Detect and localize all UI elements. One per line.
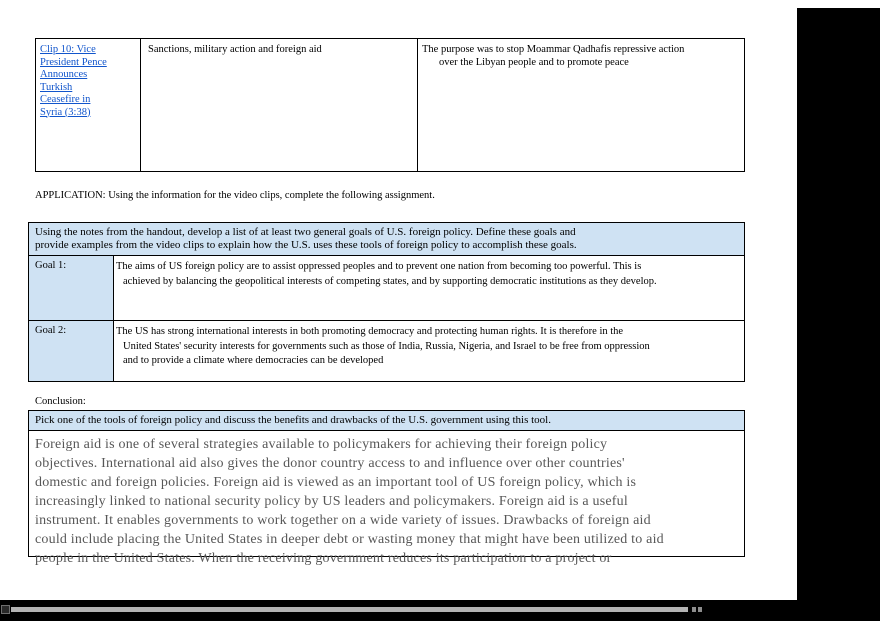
- purpose-line: The purpose was to stop Moammar Qadhafis repressive action: [422, 44, 685, 55]
- conclusion-answer-line: instrument. It enables governments to work together on a wide variety of issues. Drawbacks of foreign aid: [35, 513, 651, 528]
- goal1-answer-line: The aims of US foreign policy are to assist oppressed peoples and to prevent one nation from becoming too powerful. This is: [116, 261, 642, 272]
- goal2-answer-line: The US has strong international interests in both promoting democracy and protecting human rights. It is therefore in the: [116, 326, 624, 337]
- goals-header-line: Using the notes from the handout, develop a list of at least two general goals of U.S. foreign policy. Define these goals and: [35, 226, 576, 238]
- purpose-line: over the Libyan people and to promote peace: [439, 56, 629, 68]
- tools-text: Sanctions, military action and foreign aid: [148, 44, 322, 55]
- video-clip-link[interactable]: [40, 44, 136, 119]
- purpose-cell: [418, 39, 744, 171]
- conclusion-answer-line: Foreign aid is one of several strategies available to policymakers for achieving their foreign policy: [35, 437, 608, 452]
- video-clip-link-line[interactable]: President Pence: [40, 56, 107, 68]
- conclusion-answer-text: [35, 435, 738, 568]
- horizontal-scrollbar[interactable]: [11, 607, 688, 612]
- goal2-label-cell: [29, 321, 114, 381]
- goal2-answer-line: and to provide a climate where democracies can be developed: [123, 355, 384, 366]
- goal2-answer-line: United States' security interests for governments such as those of India, Russia, Nigeria, and Israel to be free from oppression: [123, 340, 650, 352]
- video-clip-cell: [36, 39, 141, 171]
- goals-table: [28, 222, 745, 382]
- goal1-row: [29, 256, 744, 321]
- video-clips-table: [35, 38, 745, 172]
- conclusion-answer-line: could include placing the United States in deeper debt or wasting money that might have been utilized to aid: [35, 532, 664, 547]
- goal2-answer-cell[interactable]: [114, 321, 744, 381]
- video-clip-link-line[interactable]: Announces: [40, 69, 88, 80]
- goal1-answer-line: achieved by balancing the geopolitical interests of competing states, and by supporting democratic institutions as they develop.: [123, 275, 657, 287]
- goals-table-header: [29, 223, 744, 256]
- video-clip-link-line[interactable]: Ceasefire in: [40, 94, 91, 105]
- scrollbar-mark: [692, 607, 696, 612]
- scrollbar-left-button[interactable]: [1, 605, 10, 614]
- goal1-label-cell: [29, 256, 114, 320]
- video-clip-link-line[interactable]: Syria (3:38): [40, 106, 91, 118]
- bottom-black-bar: [0, 600, 880, 621]
- conclusion-table: [28, 410, 745, 566]
- video-clip-link-line[interactable]: Turkish: [40, 81, 73, 93]
- conclusion-answer-line: increasingly linked to national security policy by US leaders and policymakers. Foreign aid is a useful: [35, 494, 628, 509]
- conclusion-label: Conclusion:: [35, 396, 86, 407]
- goals-header-line: provide examples from the video clips to explain how the U.S. uses these tools of foreign policy to accomplish these goals.: [35, 239, 577, 251]
- conclusion-answer-line: domestic and foreign policies. Foreign aid is viewed as an important tool of US foreign policy, which is: [35, 475, 637, 490]
- tools-cell: [141, 39, 418, 171]
- goal1-answer-cell[interactable]: [114, 256, 744, 320]
- conclusion-answer-line: objectives. International aid also gives the donor country access to and influence over other countries': [35, 456, 625, 471]
- conclusion-prompt: Pick one of the tools of foreign policy and discuss the benefits and drawbacks of the U.S. government using this tool.: [28, 410, 745, 431]
- goal2-row: [29, 321, 744, 381]
- application-instruction: APPLICATION: Using the information for the video clips, complete the following assignment.: [35, 190, 435, 201]
- goal2-label: Goal 2:: [35, 325, 67, 336]
- scrollbar-mark: [698, 607, 702, 612]
- conclusion-answer-line: people in the United States. When the receiving government reduces its participation to a project or: [35, 551, 612, 566]
- right-black-panel: [797, 8, 880, 621]
- goal1-label: Goal 1:: [35, 260, 67, 271]
- conclusion-answer-cell[interactable]: [28, 431, 745, 566]
- video-clip-link-line[interactable]: Clip 10: Vice: [40, 44, 96, 55]
